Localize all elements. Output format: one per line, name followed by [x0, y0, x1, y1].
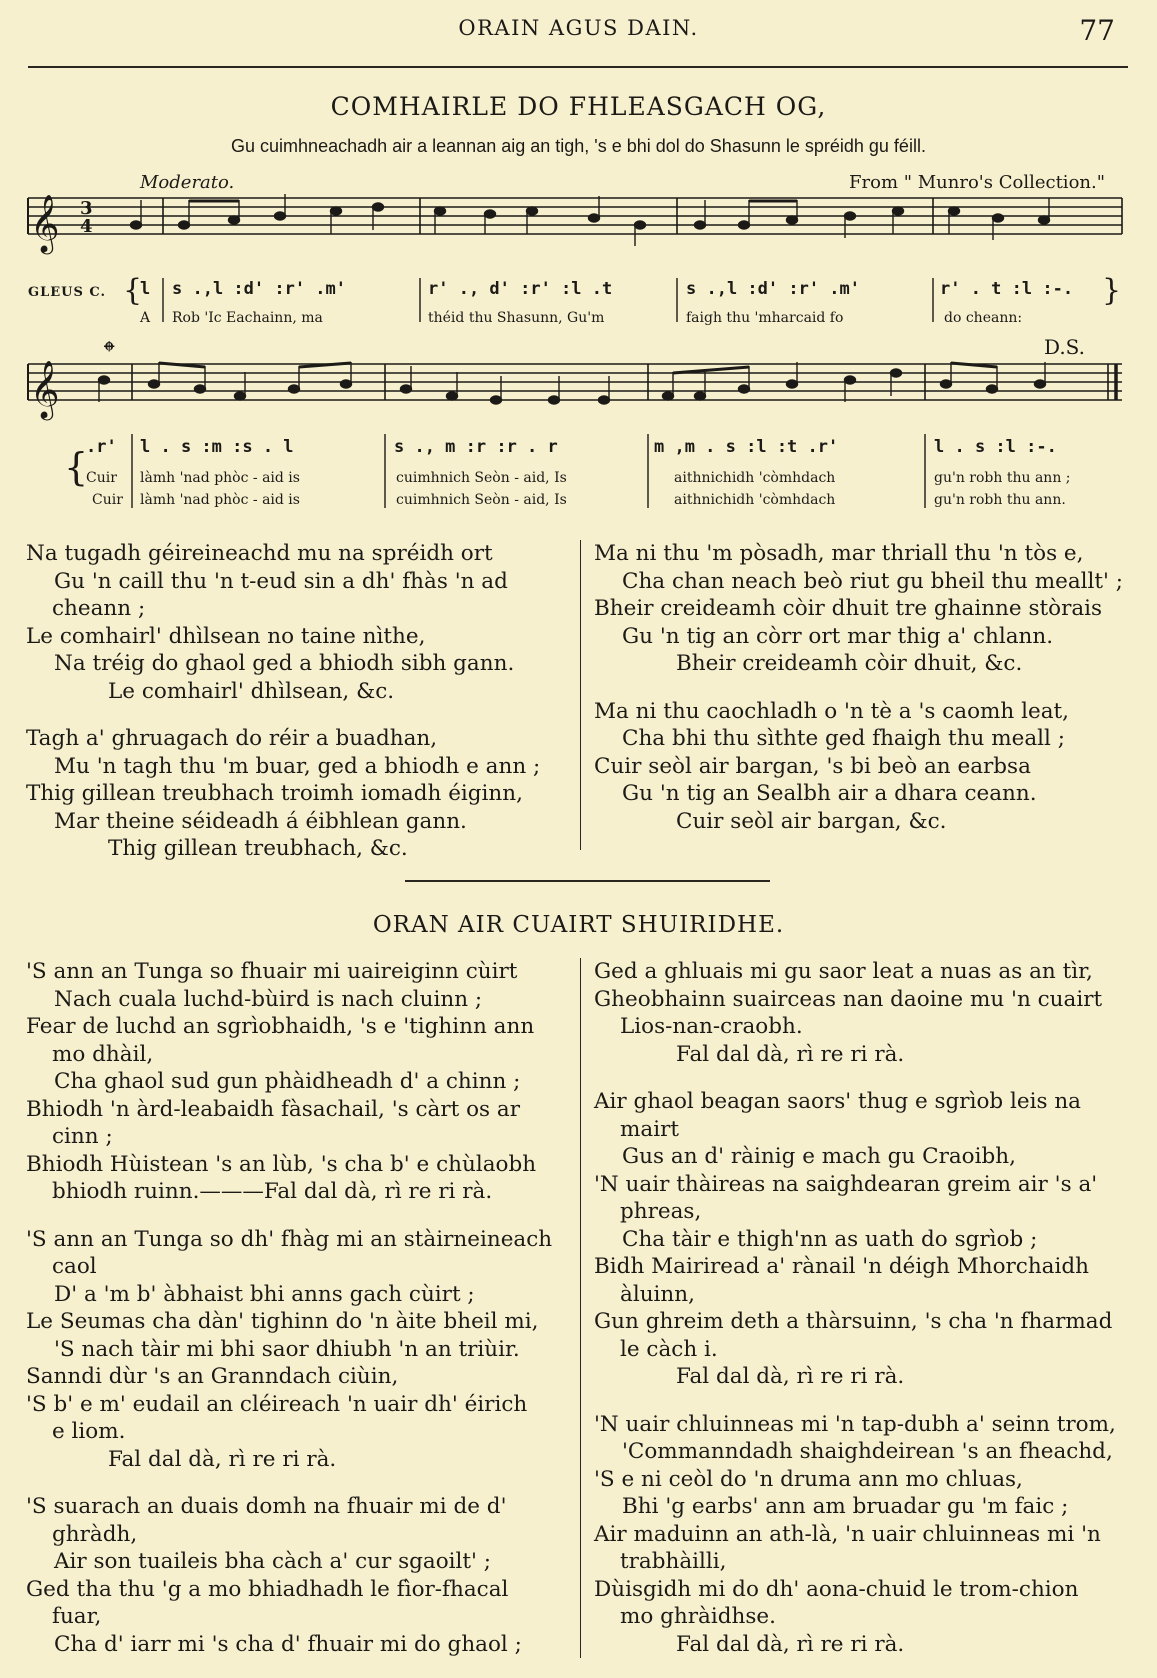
verse-line: ghràdh,: [52, 1521, 138, 1547]
dal-segno-marking: D.S.: [1044, 335, 1086, 359]
verse-line: Na tugadh géireineachd mu na spréidh ort: [26, 541, 493, 566]
brace-open-icon: {: [64, 445, 89, 489]
verse-line: Lios-nan-craobh.: [620, 1014, 803, 1039]
running-title: ORAIN AGUS DAIN.: [458, 16, 699, 40]
verse-line: Cha bhi thu sìthte ged fhaigh thu meall ;: [622, 726, 1065, 751]
verse-line: Ma ni thu 'm pòsadh, mar thriall thu 'n tòs e,: [594, 541, 1084, 566]
verse-line: Tagh a' ghruagach do réir a buadhan,: [26, 726, 438, 751]
verse-line: Gu 'n caill thu 'n t-eud sin a dh' fhàs 'n ad: [54, 568, 508, 594]
solfa-measure: .r': [86, 437, 117, 457]
verse-line: Ma ni thu caochladh o 'n tè a 's caomh leat,: [594, 698, 1069, 724]
verse-line: Fal dal dà, rì re ri rà.: [676, 1041, 905, 1067]
verse-line: Cuir seòl air bargan, &c.: [676, 808, 947, 834]
verse-line: cinn ;: [52, 1124, 113, 1149]
verse-line: 'S nach tàir mi bhi saor dhiubh 'n an triùir.: [54, 1336, 520, 1362]
verse-line: 'N uair chluinneas mi 'n tap-dubh a' seinn trom,: [594, 1411, 1116, 1437]
verse-line: Ged a ghluais mi gu saor leat a nuas as an tìr,: [594, 959, 1093, 984]
verse-line: Bheir creideamh còir dhuit, &c.: [676, 651, 1023, 676]
lyric-measure: Cuir: [92, 492, 123, 508]
verse-line: Le Seumas cha dàn' tighinn do 'n àite bheil mi,: [26, 1309, 539, 1334]
song2-verses-right: [594, 958, 1134, 1678]
verse-line: mo ghràidhse.: [620, 1604, 776, 1629]
verse-line: e liom.: [52, 1419, 126, 1444]
verse-line: àluinn,: [620, 1281, 695, 1307]
lyric-measure: gu'n robh thu ann.: [934, 492, 1066, 508]
verse-line: phreas,: [620, 1199, 702, 1224]
song2-title: ORAN AIR CUAIRT SHUIRIDHE.: [372, 912, 785, 938]
verse-line: 'S e ni ceòl do 'n druma ann mo chluas,: [594, 1466, 1023, 1492]
stanza: [26, 540, 586, 705]
verse-line: Bidh Mairiread a' rànail 'n déigh Mhorchaidh: [594, 1254, 1089, 1279]
verse-line: Bheir creideamh còir dhuit tre ghainne stòrais: [594, 596, 1103, 621]
staff-2: [28, 364, 1122, 400]
treble-clef-icon: 𝄞: [30, 360, 60, 418]
verse-line: D' a 'm b' àbhaist bhi anns gach cùirt ;: [54, 1281, 475, 1307]
verse-line: Thig gillean treubhach, &c.: [108, 836, 408, 861]
stanza: [26, 725, 586, 863]
verse-line: Thig gillean treubhach troimh iomadh éiginn,: [26, 781, 523, 806]
song1-title: COMHAIRLE DO FHLEASGACH OG,: [330, 92, 827, 121]
notes-staff-2: [99, 362, 1046, 404]
verse-line: cheann ;: [52, 596, 146, 621]
verse-line: caol: [52, 1254, 97, 1279]
music-score: [0, 0, 1157, 520]
song1-verses-left: [26, 540, 586, 883]
page-number: 77: [1079, 14, 1115, 47]
lyric-measure: A: [140, 310, 151, 326]
verse-line: Gus an d' ràinig e mach gu Craoibh,: [622, 1144, 1016, 1169]
song1-verses-right: [594, 540, 1134, 855]
lyric-measure: cuimhnich Seòn - aid, Is: [396, 492, 567, 508]
solfa-row-2: [64, 434, 1071, 508]
verse-line: 'N uair thàireas na saighdearan greim air 's a': [594, 1171, 1098, 1197]
lyric-measure: aithnichidh 'còmhdach: [674, 492, 836, 508]
verse-line: Mar theine séideadh á éibhlean gann.: [54, 808, 467, 834]
lyric-measure: Rob 'Ic Eachainn, ma: [172, 310, 323, 326]
segno-icon: 𝄌: [104, 335, 115, 370]
song1-subtitle: Gu cuimhneachadh air a leannan aig an tigh, 's e bhi dol do Shasunn le spréidh gu féill.: [231, 136, 926, 156]
stanza: [26, 1226, 586, 1474]
verse-line: Bhiodh Hùistean 's an lùb, 's cha b' e chùlaobh: [26, 1151, 537, 1177]
time-signature-icon: 3: [80, 198, 93, 219]
verse-line: 'S suarach an duais domh na fhuair mi de d': [26, 1494, 507, 1519]
key-label: GLEUS C.: [28, 285, 107, 300]
verse-line: Air son tuaileis bha càch a' cur sgaoilt' ;: [54, 1549, 492, 1574]
verse-line: Cuir seòl air bargan, 's bi beò an earbsa: [594, 753, 1031, 779]
stanza: [594, 1088, 1134, 1391]
tempo-marking: Moderato.: [140, 172, 235, 193]
verse-line: mairt: [620, 1116, 679, 1142]
verse-line: fuar,: [52, 1604, 102, 1629]
stanza: [594, 1411, 1134, 1659]
brace-close-icon: }: [1102, 273, 1122, 308]
column-rule: [580, 958, 581, 1658]
solfa-measure: r' ., d' :r' :l .t: [428, 279, 613, 299]
verse-line: Fal dal dà, rì re ri rà.: [108, 1446, 337, 1472]
section-rule: [405, 880, 770, 882]
lyric-measure: théid thu Shasunn, Gu'm: [428, 310, 605, 326]
verse-line: Le comhairl' dhìlsean no taine nìthe,: [26, 623, 426, 649]
solfa-measure: l . s :m :s . l: [140, 437, 294, 457]
lyric-measure: gu'n robh thu ann ;: [934, 470, 1071, 486]
verse-line: Na tréig do ghaol ged a bhiodh sibh gann.: [54, 651, 515, 676]
solfa-measure: l: [140, 279, 151, 299]
solfa-measure: l . s :l :-.: [934, 437, 1057, 457]
verse-line: Fal dal dà, rì re ri rà.: [676, 1364, 905, 1389]
source-credit: From " Munro's Collection.": [849, 172, 1105, 193]
verse-line: 'S ann an Tunga so fhuair mi uaireiginn cùirt: [26, 959, 518, 984]
lyric-measure: do cheann:: [944, 310, 1023, 326]
verse-line: 'S b' e m' eudail an cléireach 'n uair dh' éirich: [26, 1391, 528, 1417]
solfa-measure: s ., m :r :r . r: [394, 437, 558, 457]
verse-line: Gu 'n tig an còrr ort mar thig a' chlann.: [622, 623, 1054, 649]
verse-line: Gun ghreim deth a thàrsuinn, 's cha 'n fharmad: [594, 1309, 1113, 1334]
column-rule: [580, 540, 581, 850]
stanza: [26, 958, 586, 1206]
solfa-measure: s .,l :d' :r' .m': [172, 279, 346, 299]
verse-line: Air ghaol beagan saors' thug e sgrìob leis na: [594, 1089, 1082, 1114]
verse-line: Gu 'n tig an Sealbh air a dhara ceann.: [622, 781, 1037, 806]
lyric-measure: Cuir: [86, 470, 117, 486]
notes-staff-1: [131, 194, 1050, 246]
verse-line: Bhiodh 'n àrd-leabaidh fàsachail, 's càrt os ar: [26, 1096, 520, 1122]
lyric-measure: làmh 'nad phòc - aid is: [140, 470, 300, 486]
brace-open-icon: {: [123, 273, 143, 308]
solfa-row-1: [28, 273, 1121, 326]
verse-line: 'S ann an Tunga so dh' fhàg mi an stàirneineach: [26, 1226, 553, 1252]
stanza: [594, 540, 1134, 678]
verse-line: Cha ghaol sud gun phàidheadh d' a chinn ;: [54, 1069, 521, 1094]
verse-line: Cha tàir e thigh'nn as uath do sgrìob ;: [622, 1226, 1038, 1252]
stanza: [594, 698, 1134, 836]
verse-line: 'Commanndadh shaighdeirean 's an fheachd,: [622, 1439, 1113, 1464]
time-signature-icon: 4: [80, 216, 93, 237]
verse-line: Dùisgidh mi do dh' aona-chuid le trom-chion: [594, 1576, 1079, 1602]
lyric-measure: faigh thu 'mharcaid fo: [686, 310, 844, 326]
solfa-measure: r' . t :l :-.: [940, 279, 1074, 299]
lyric-measure: làmh 'nad phòc - aid is: [140, 492, 300, 508]
verse-line: Bhi 'g earbs' ann am bruadar gu 'm faic ;: [622, 1494, 1069, 1519]
verse-line: Fear de luchd an sgrìobhaidh, 's e 'tighinn ann: [26, 1014, 535, 1039]
verse-line: Sanndi dùr 's an Granndach ciùin,: [26, 1364, 399, 1389]
verse-line: Fal dal dà, rì re ri rà.: [676, 1631, 905, 1657]
stanza: [26, 1493, 586, 1658]
verse-line: Ged tha thu 'g a mo bhiadhadh le fìor-fhacal: [26, 1576, 509, 1602]
verse-line: trabhàilli,: [620, 1549, 727, 1574]
verse-line: Mu 'n tagh thu 'm buar, ged a bhiodh e ann ;: [54, 753, 541, 779]
staff-1: [28, 198, 1122, 234]
verse-line: Air maduinn an ath-là, 'n uair chluinneas mi 'n: [594, 1521, 1101, 1547]
solfa-measure: m ,m . s :l :t .r': [654, 437, 839, 457]
stanza: [594, 958, 1134, 1068]
verse-line: Nach cuala luchd-bùird is nach cluinn ;: [54, 986, 483, 1012]
verse-line: le càch i.: [620, 1336, 718, 1362]
verse-line: Cha d' iarr mi 's cha d' fhuair mi do ghaol ;: [54, 1631, 522, 1657]
verse-line: bhiodh ruinn.———Fal dal dà, rì re ri rà.: [52, 1179, 493, 1204]
verse-line: Le comhairl' dhìlsean, &c.: [108, 678, 395, 704]
lyric-measure: aithnichidh 'còmhdach: [674, 470, 836, 486]
verse-line: Cha chan neach beò riut gu bheil thu meallt' ;: [622, 568, 1124, 594]
verse-line: mo dhàil,: [52, 1041, 154, 1067]
treble-clef-icon: 𝄞: [30, 194, 60, 252]
song2-verses-left: [26, 958, 586, 1678]
verse-line: Gheobhainn suairceas nan daoine mu 'n cuairt: [594, 986, 1103, 1012]
solfa-measure: s .,l :d' :r' .m': [686, 279, 860, 299]
lyric-measure: cuimhnich Seòn - aid, Is: [396, 470, 567, 486]
